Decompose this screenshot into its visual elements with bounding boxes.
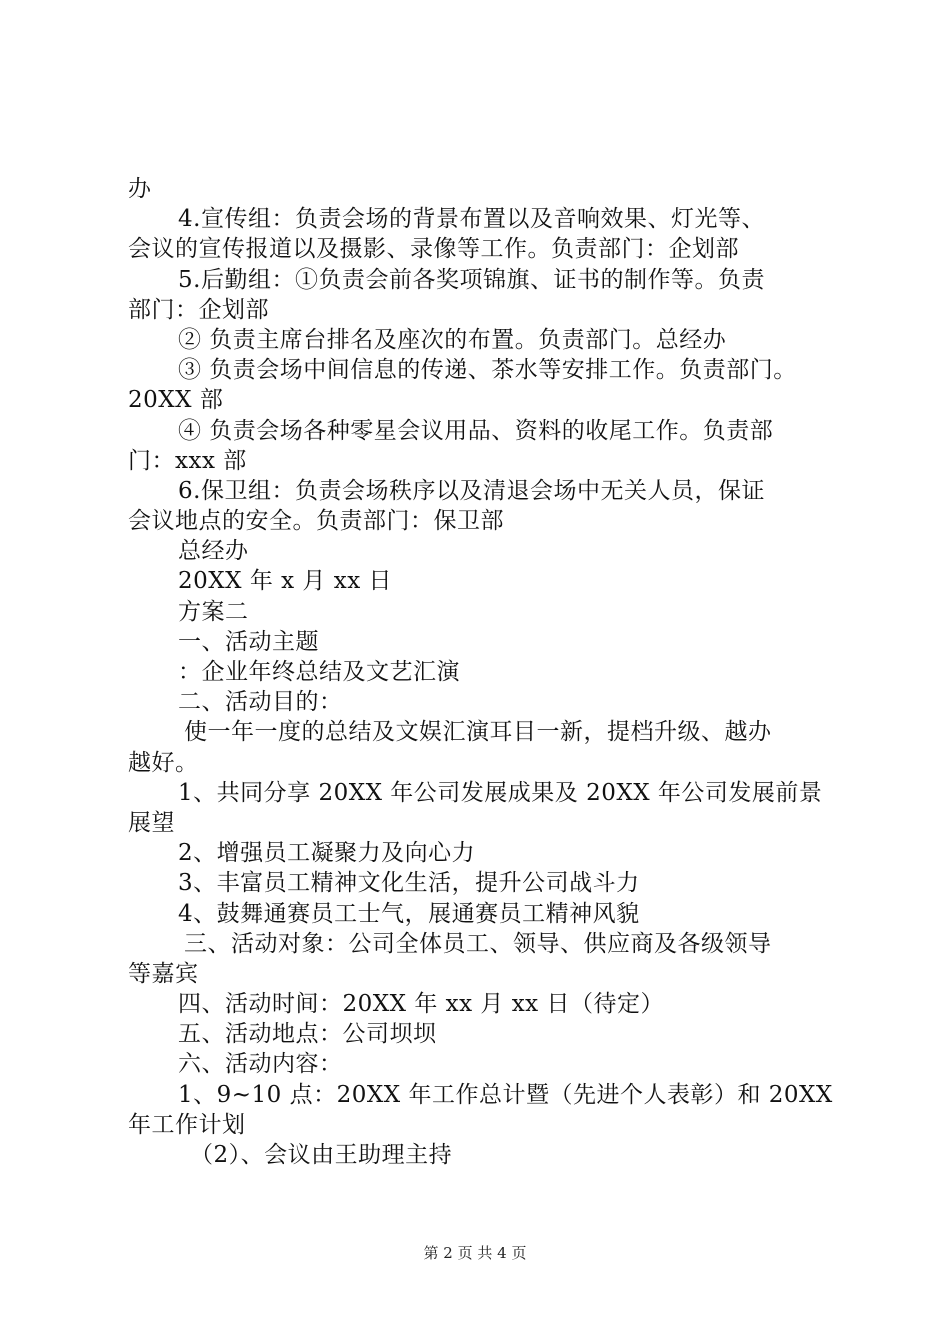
text-line: 2、增强员工凝聚力及向心力 bbox=[178, 840, 476, 867]
text-line: ② 负责主席台排名及座次的布置。负责部门。总经办 bbox=[178, 326, 727, 353]
text-line: 五、活动地点：公司坝坝 bbox=[178, 1021, 437, 1048]
text-line: 门：xxx 部 bbox=[128, 447, 247, 474]
text-line: 部门：企划部 bbox=[128, 296, 269, 323]
text-line: 5.后勤组：①负责会前各奖项锦旗、证书的制作等。负责 bbox=[178, 266, 765, 293]
document-body bbox=[128, 174, 838, 1170]
text-line: 6.保卫组：负责会场秩序以及清退会场中无关人员，保证 bbox=[178, 477, 765, 504]
text-line: 20XX 部 bbox=[128, 387, 224, 414]
text-line: 越好。 bbox=[128, 749, 199, 776]
text-line: 方案二 bbox=[178, 598, 249, 625]
text-line: 三、活动对象：公司全体员工、领导、供应商及各级领导 bbox=[184, 930, 772, 957]
text-line: 会议的宣传报道以及摄影、录像等工作。负责部门：企划部 bbox=[128, 236, 739, 263]
text-line: 四、活动时间：20XX 年 xx 月 xx 日（待定） bbox=[178, 991, 664, 1018]
text-line: 二、活动目的： bbox=[178, 689, 343, 716]
text-line: 六、活动内容： bbox=[178, 1051, 343, 1078]
text-line: 展望 bbox=[128, 809, 175, 836]
text-line: 会议地点的安全。负责部门：保卫部 bbox=[128, 508, 504, 535]
text-line: （2）、会议由王助理主持 bbox=[190, 1142, 453, 1168]
text-line: 4.宣传组：负责会场的背景布置以及音响效果、灯光等、 bbox=[178, 206, 765, 233]
text-line: 年工作计划 bbox=[128, 1111, 246, 1138]
page-footer: 第 2 页 共 4 页 bbox=[423, 1244, 527, 1262]
text-line: 一、活动主题 bbox=[178, 628, 319, 655]
text-line: 3、丰富员工精神文化生活，提升公司战斗力 bbox=[178, 870, 640, 897]
text-line: 办 bbox=[128, 176, 152, 202]
text-line: 等嘉宾 bbox=[128, 960, 199, 987]
text-line: 4、鼓舞通赛员工士气，展通赛员工精神风貌 bbox=[178, 900, 640, 927]
text-line: ④ 负责会场各种零星会议用品、资料的收尾工作。负责部 bbox=[178, 417, 774, 444]
text-line: 1、共同分享 20XX 年公司发展成果及 20XX 年公司发展前景 bbox=[178, 779, 823, 806]
text-line: ③ 负责会场中间信息的传递、茶水等安排工作。负责部门。 bbox=[178, 357, 797, 384]
text-line: 使一年一度的总结及文娱汇演耳目一新，提档升级、越办 bbox=[184, 719, 772, 746]
text-line: ：企业年终总结及文艺汇演 bbox=[178, 659, 460, 685]
text-line: 总经办 bbox=[178, 538, 249, 565]
text-line: 20XX 年 x 月 xx 日 bbox=[178, 568, 392, 595]
text-line: 1、9~10 点：20XX 年工作总计暨（先进个人表彰）和 20XX bbox=[178, 1081, 833, 1108]
